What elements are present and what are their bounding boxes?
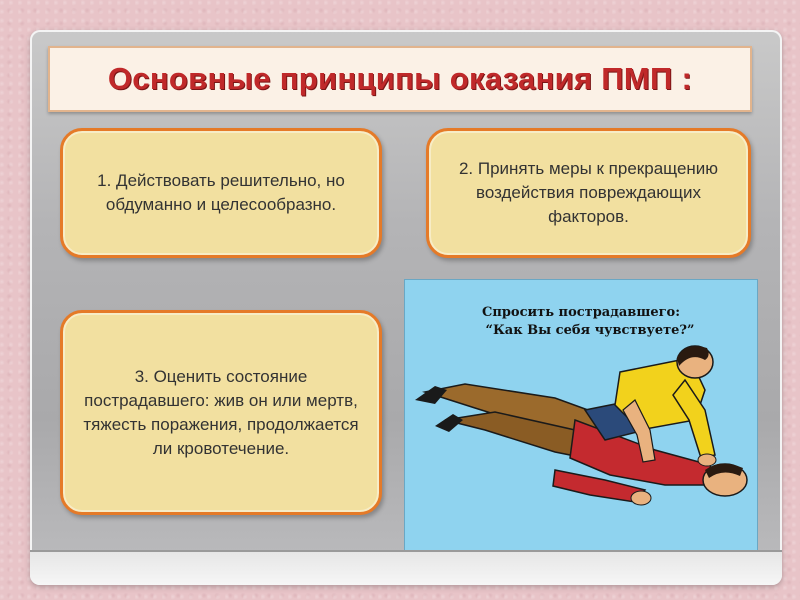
caption-line-1: Спросить пострадавшего:: [481, 305, 681, 320]
principle-text-3: 3. Оценить состояние пострадавшего: жив он или мертв, тяжесть поражения, продолжается ли кровотечение.: [83, 366, 359, 458]
title-banner: [48, 46, 752, 112]
principle-card-1: [60, 128, 382, 258]
principle-text-2: 2. Принять меры к прекращению воздействия повреждающих факторов.: [458, 159, 719, 226]
first-aid-illustration: [404, 279, 758, 557]
slide-footer-bar: [30, 550, 782, 585]
principle-card-2: [426, 128, 751, 258]
illustration-caption: [405, 304, 757, 340]
principle-card-3: [60, 310, 382, 515]
caption-line-2: “Как Вы себя чувствуете?”: [485, 323, 695, 338]
slide: [30, 30, 782, 585]
slide-title: Основные принципы оказания ПМП :: [107, 61, 693, 96]
principle-text-1: 1. Действовать решительно, но обдуманно и целесообразно.: [97, 171, 345, 214]
